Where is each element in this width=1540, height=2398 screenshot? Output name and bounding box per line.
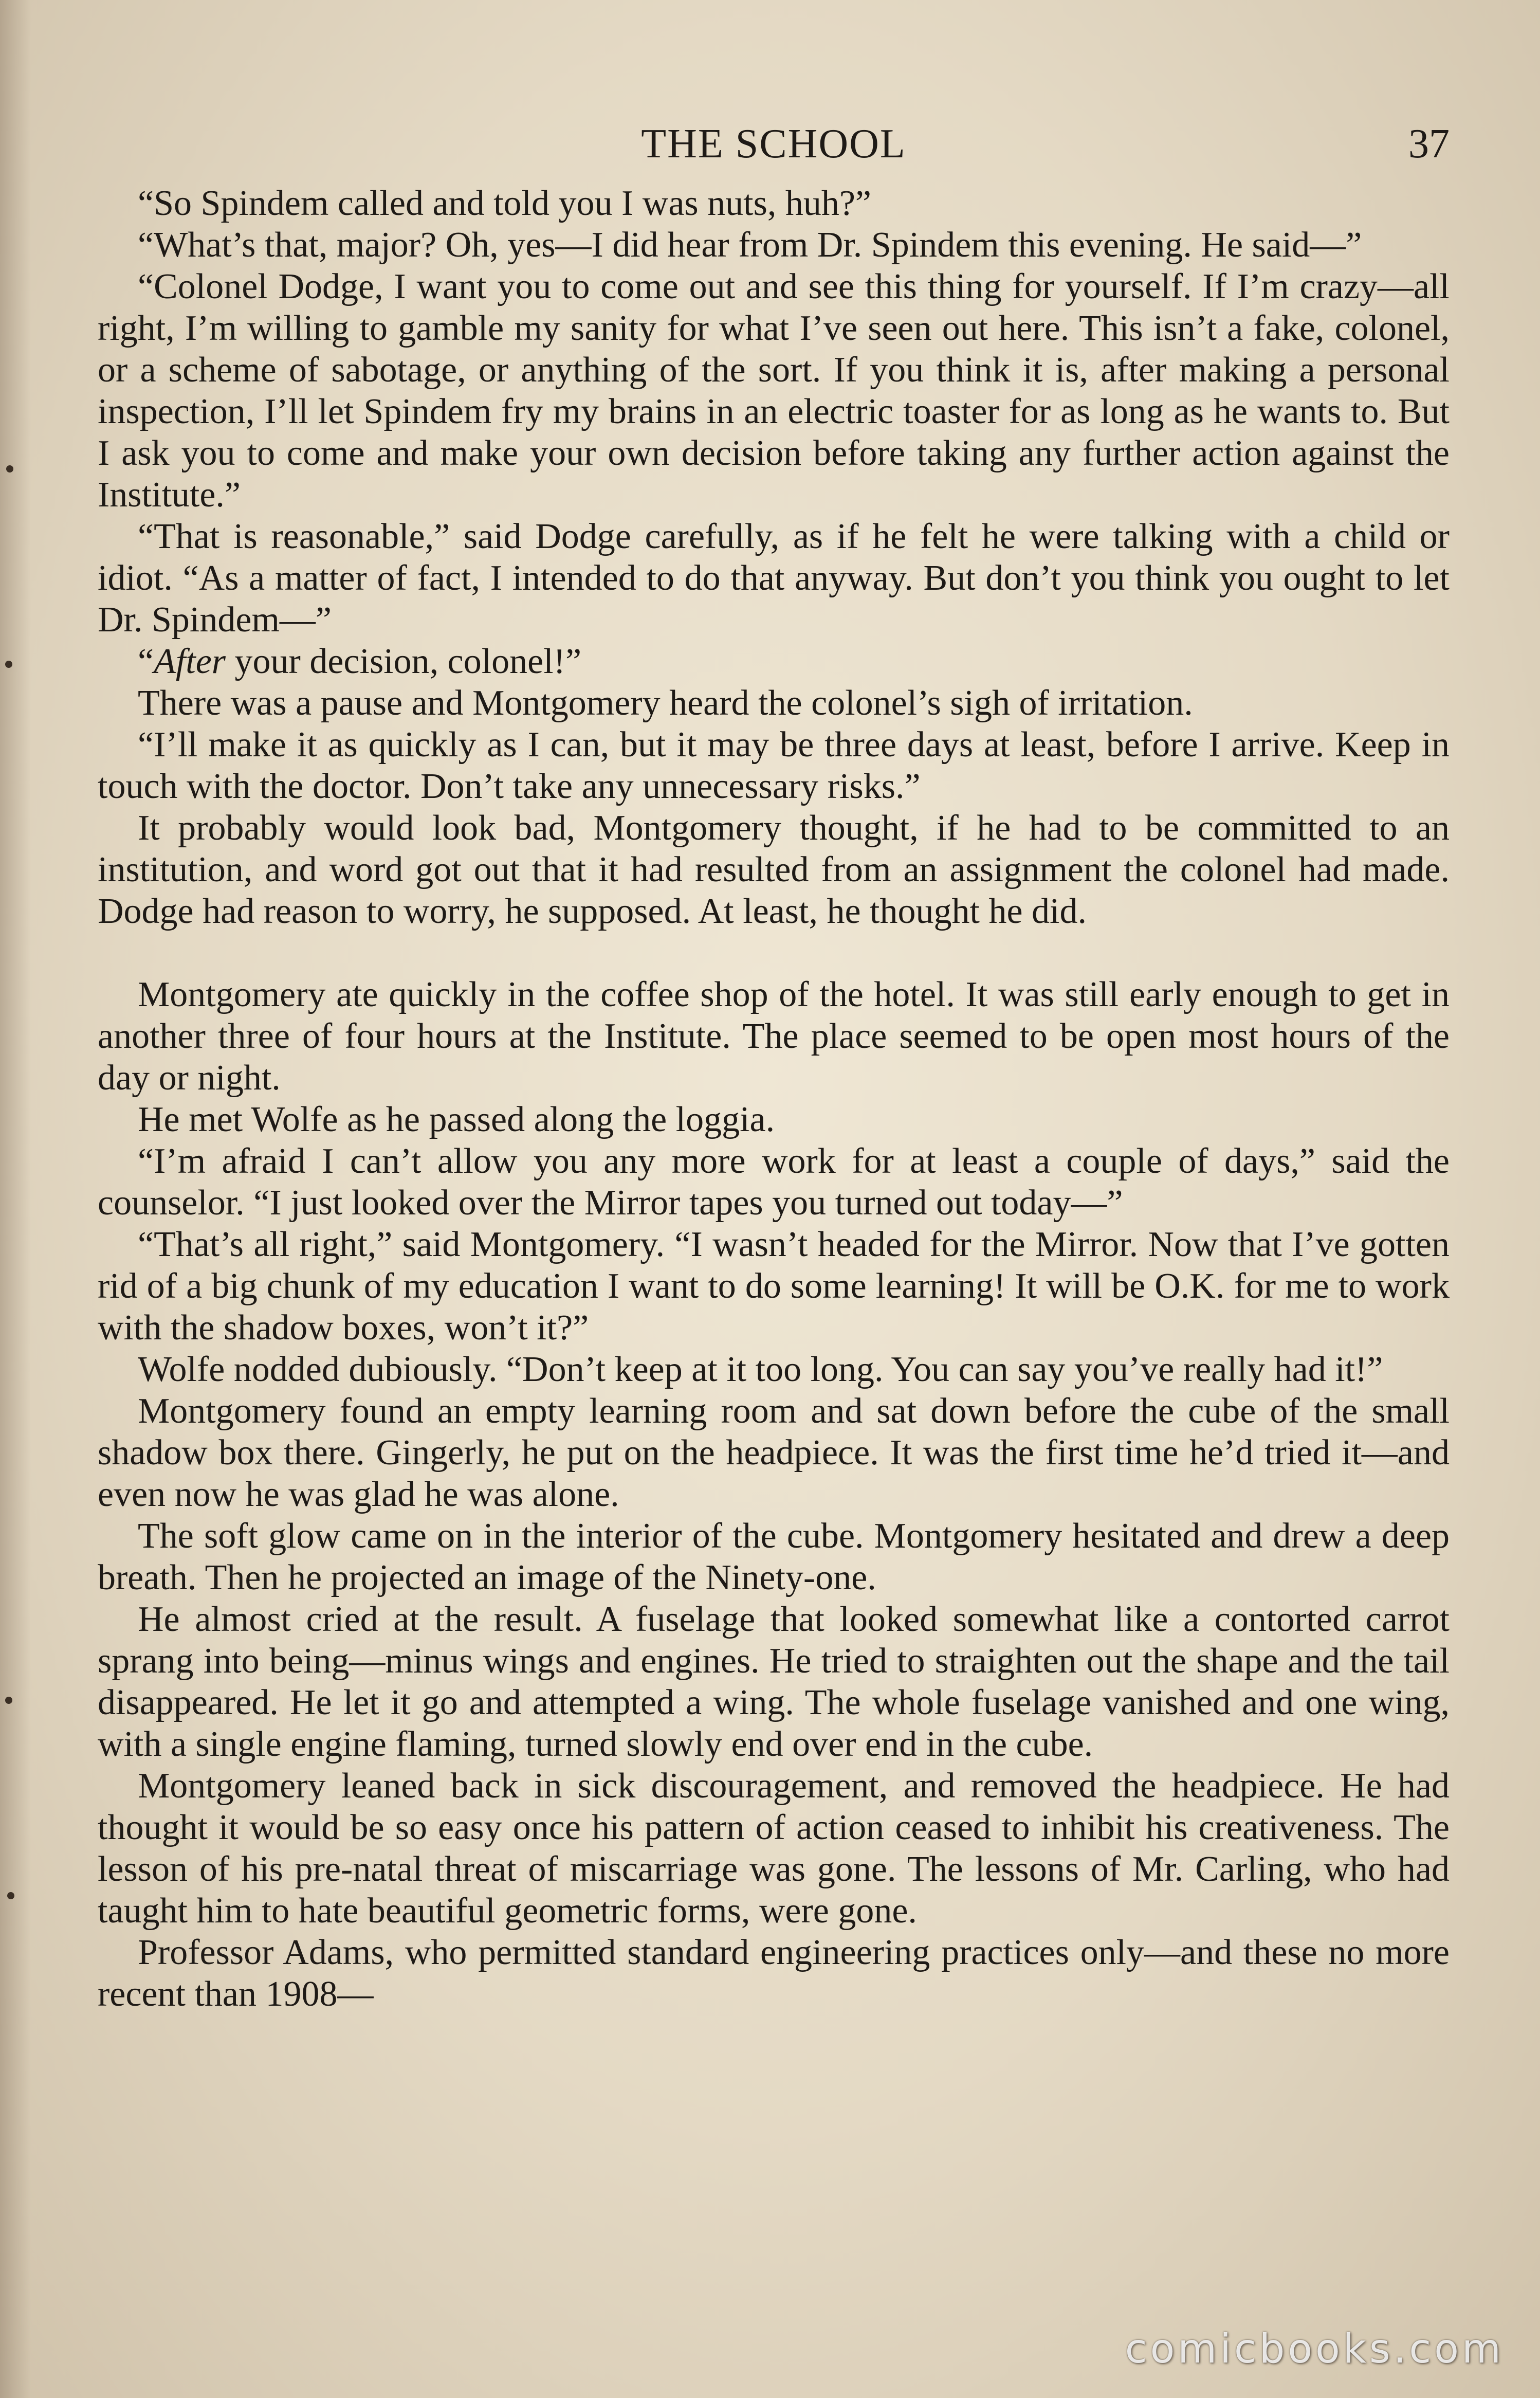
- paragraph: It probably would look bad, Montgomery thought, if he had to be committed to an institution, and word got out that it had resulted from an assignment the colonel had made. Dodge had reason to worry, he supposed. At least, he thought he did.: [98, 808, 1450, 931]
- paragraph: “What’s that, major? Oh, yes—I did hear from Dr. Spindem this evening. He said—”: [138, 225, 1362, 265]
- paragraph: There was a pause and Montgomery heard the colonel’s sigh of irritation.: [138, 683, 1193, 723]
- paragraph: “That’s all right,” said Montgomery. “I wasn’t headed for the Mirror. Now that I’ve gotten rid of a big chunk of my education I want to do some learning! It will be O.K. for me to work with the shadow boxes, won’t it?”: [98, 1225, 1450, 1348]
- running-head: THE SCHOOL: [641, 121, 906, 167]
- body-text: [98, 183, 1450, 2015]
- paragraph: “That is reasonable,” said Dodge carefully, as if he felt he were talking with a child or idiot. “As a matter of fact, I intended to do that anyway. But don’t you think you ought to let Dr. Spindem—”: [98, 517, 1450, 640]
- italic-word: After: [154, 642, 226, 681]
- paragraph: Professor Adams, who permitted standard engineering practices only—and these no more recent than 1908—: [98, 1933, 1450, 2014]
- paragraph: Montgomery found an empty learning room and sat down before the cube of the small shadow box there. Gingerly, he put on the headpiece. It was the first time he’d tried it—and even now he was glad he was alone.: [98, 1391, 1450, 1514]
- paragraph: He met Wolfe as he passed along the loggia.: [138, 1100, 775, 1139]
- open-quote: “: [138, 642, 154, 681]
- ink-speck: [5, 661, 12, 668]
- line-rest: your decision, colonel!”: [226, 642, 582, 681]
- ink-speck: [6, 465, 13, 473]
- paragraph: “So Spindem called and told you I was nuts, huh?”: [138, 184, 871, 223]
- page-edge-shadow: [0, 0, 31, 2398]
- page-number: 37: [1408, 121, 1450, 167]
- ink-speck: [7, 1892, 14, 1899]
- page-header: [98, 116, 1450, 172]
- section-break: [98, 932, 1450, 974]
- paragraph: Montgomery leaned back in sick discouragement, and removed the headpiece. He had thought it would be so easy once his pattern of action ceased to inhibit his creativeness. The lesson of his pre-natal threat of miscarriage was gone. The lessons of Mr. Carling, who had taught him to hate beautiful geometric forms, were gone.: [98, 1766, 1450, 1931]
- ink-speck: [5, 1697, 12, 1704]
- watermark-logo: comicbooks.com: [1125, 2326, 1504, 2372]
- paragraph: The soft glow came on in the interior of the cube. Montgomery hesitated and drew a deep breath. Then he projected an image of the Ninety-one.: [98, 1516, 1450, 1597]
- paragraph: Montgomery ate quickly in the coffee shop of the hotel. It was still early enough to get in another three of four hours at the Institute. The place seemed to be open most hours of the day or night.: [98, 975, 1450, 1098]
- paragraph: Wolfe nodded dubiously. “Don’t keep at it too long. You can say you’ve really had it!”: [138, 1350, 1383, 1389]
- paragraph: “I’m afraid I can’t allow you any more work for at least a couple of days,” said the counselor. “I just looked over the Mirror tapes you turned out today—”: [98, 1141, 1450, 1223]
- paragraph: He almost cried at the result. A fuselage that looked somewhat like a contorted carrot sprang into being—minus wings and engines. He tried to straighten out the shape and the tail disappeared. He let it go and attempted a wing. The whole fuselage vanished and one wing, with a single engine flaming, turned slowly end over end in the cube.: [98, 1600, 1450, 1764]
- paragraph: “I’ll make it as quickly as I can, but it may be three days at least, before I arrive. Keep in touch with the doctor. Don’t take any unnecessary risks.”: [98, 725, 1450, 806]
- paragraph: “Colonel Dodge, I want you to come out and see this thing for yourself. If I’m crazy—all right, I’m willing to gamble my sanity for what I’ve seen out here. This isn’t a fake, colonel, or a scheme of sabotage, or anything of the sort. If you think it is, after making a personal inspection, I’ll let Spindem fry my brains in an electric toaster for as long as he wants to. But I ask you to come and make your own decision before taking any further action against the Institute.”: [98, 267, 1450, 515]
- paragraph-italic-line: [98, 641, 1450, 682]
